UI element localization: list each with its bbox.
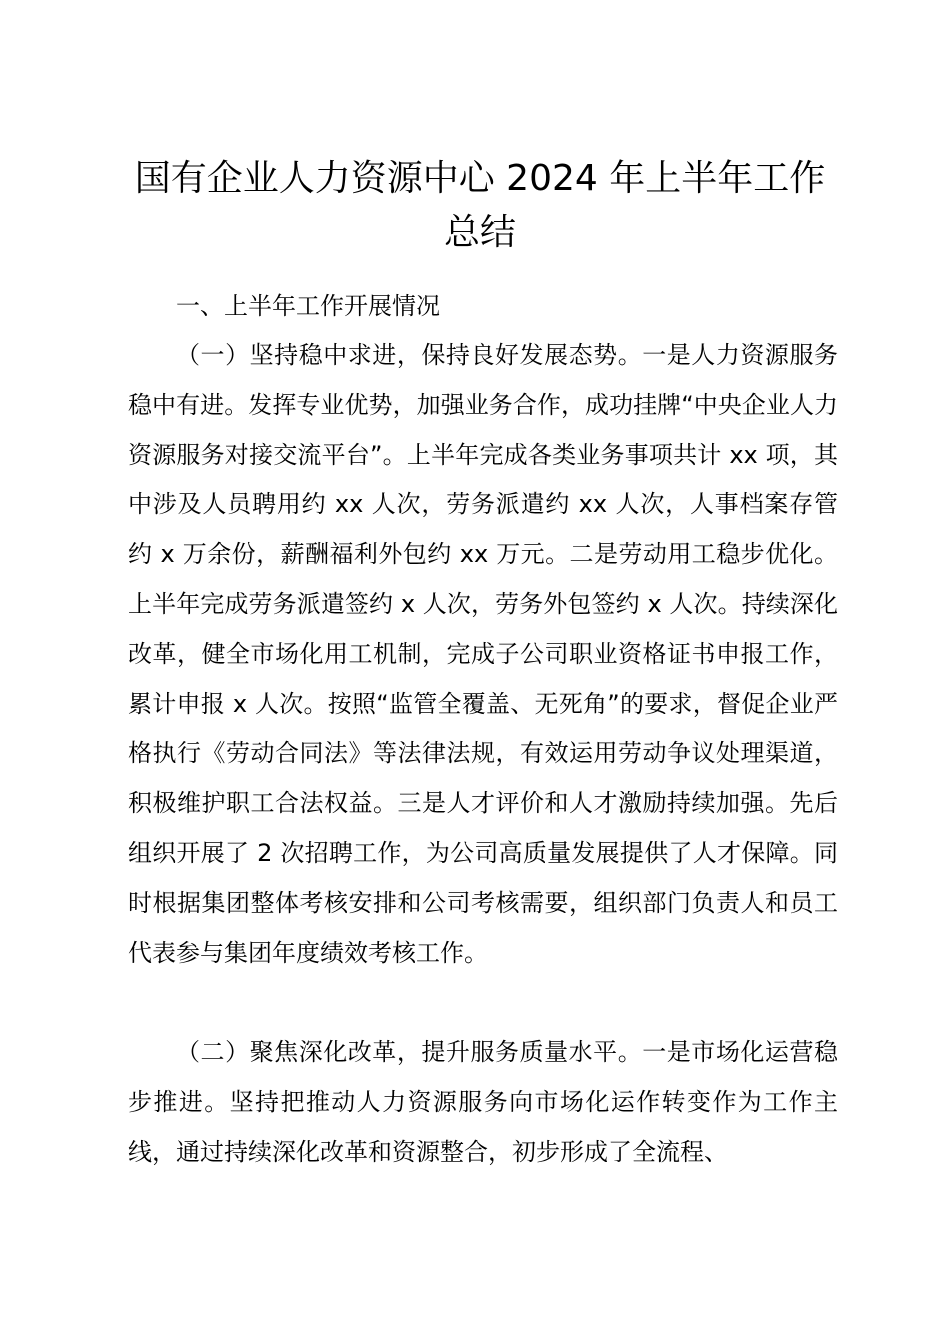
paragraph-2: （二）聚焦深化改革，提升服务质量水平。一是市场化运营稳步推进。坚持把推动人力资源服务向市场化运作转变作为工作主线，通过持续深化改革和资源整合，初步形成了全流程、 (128, 1038, 838, 1166)
paragraph-1: （一）坚持稳中求进，保持良好发展态势。一是人力资源服务稳中有进。发挥专业优势，加强业务合作，成功挂牌“中央企业人力资源服务对接交流平台”。上半年完成各类业务事项共计 xx 项，其中涉及人员聘用约 xx 人次，劳务派遣约 xx 人次，人事档案存管约 x 万余份，薪酬福利外包约 xx 万元。二是劳动用工稳步优化。上半年完成劳务派遣签约 x 人次，劳务外包签约 x 人次。持续深化改革，健全市场化用工机制，完成子公司职业资格证书申报工作，累计申报 x 人次。按照“监管全覆盖、无死角”的要求，督促企业严格执行《劳动合同法》等法律法规，有效运用劳动争议处理渠道，积极维护职工合法权益。三是人才评价和人才激励持续加强。先后组织开展了 2 次招聘工作，为公司高质量发展提供了人才保障。同时根据集团整体考核安排和公司考核需要，组织部门负责人和员工代表参与集团年度绩效考核工作。 (128, 341, 838, 967)
document-title: 国有企业人力资源中心 2024 年上半年工作总结 (134, 158, 826, 253)
section-heading: 一、上半年工作开展情况 (176, 292, 440, 320)
